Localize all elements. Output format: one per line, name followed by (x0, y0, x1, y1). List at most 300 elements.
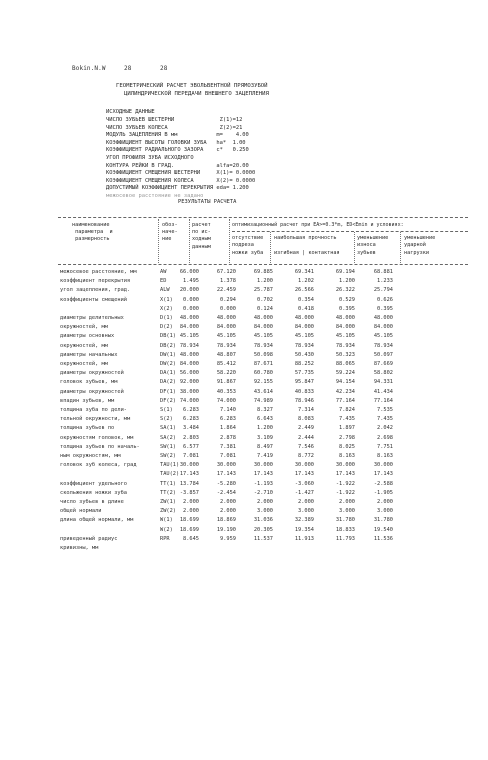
param-value: 50.323 (335, 351, 355, 358)
param-value: 20.000 (179, 287, 199, 294)
table-row (0, 360, 488, 369)
param-value: 7.535 (377, 407, 393, 413)
table-row (0, 434, 488, 443)
param-value: 6.283 (220, 416, 236, 423)
input-parameter-line: КОЭФФИЦИЕНТ РАДИАЛЬНОГО ЗАЗОРА c* 0.250 (106, 147, 249, 154)
param-value: 45.105 (253, 333, 273, 340)
param-value: 7.081 (220, 453, 236, 459)
table-row (0, 397, 488, 406)
table-row (0, 415, 488, 424)
param-value: 30.000 (179, 462, 199, 469)
param-name: число зубьев в длине (60, 499, 124, 505)
param-value: 43.614 (253, 388, 273, 395)
param-value: -1.922 (335, 489, 355, 496)
author-name: Bokin.N.W (72, 65, 106, 72)
param-value: 2.444 (298, 434, 314, 441)
param-value: 2.000 (257, 499, 273, 505)
param-value: 0.000 (183, 305, 199, 312)
param-symbol: ED (160, 278, 167, 285)
table-top-rule (58, 217, 468, 218)
param-value: 30.000 (335, 462, 355, 469)
param-symbol: AW (160, 269, 167, 275)
param-name: коэффициент удельного (60, 480, 127, 487)
param-value: 94.331 (373, 379, 393, 386)
param-value: 0.418 (298, 305, 314, 312)
param-value: 30.000 (373, 462, 393, 469)
param-value: 2.878 (220, 434, 236, 441)
param-symbol: W(1) (160, 517, 173, 524)
param-value: 17.143 (294, 471, 314, 478)
param-value: 1.495 (183, 278, 199, 285)
param-value: 45.105 (294, 333, 314, 340)
table-row (0, 526, 488, 535)
param-value: 0.395 (339, 305, 355, 312)
param-value: 88.065 (335, 361, 355, 367)
param-value: 8.083 (298, 416, 314, 423)
param-value: 2.000 (377, 499, 393, 505)
param-value: 1.200 (339, 278, 355, 285)
param-value: 19.190 (216, 526, 236, 533)
table-row (0, 332, 488, 341)
param-value: 17.143 (373, 471, 393, 478)
table-row (0, 296, 488, 305)
param-symbol: TT(2) (160, 489, 176, 496)
table-row (0, 535, 488, 544)
param-value: 26.322 (335, 287, 355, 294)
param-symbol: ALW (160, 287, 170, 294)
param-value: 7.140 (220, 407, 236, 413)
param-value: 59.224 (335, 370, 355, 377)
param-value: 31.780 (373, 517, 393, 524)
param-value: 85.412 (216, 361, 236, 367)
param-value: 2.042 (377, 425, 393, 432)
input-parameter-line: ЧИСЛО ЗУБЬЕВ КОЛЕСА Z(2)=21 (106, 124, 243, 131)
param-value: -2.454 (216, 489, 236, 496)
param-name: угол зацепления, град. (60, 287, 131, 294)
param-name: диаметры окружностей (60, 370, 124, 377)
table-row (0, 323, 488, 332)
table-row (0, 480, 488, 489)
param-symbol: TAU(1) (160, 462, 180, 469)
param-value: 3.484 (183, 425, 199, 432)
param-value: 91.867 (216, 379, 236, 386)
param-value: 2.000 (183, 499, 199, 505)
param-value: 0.000 (183, 296, 199, 303)
param-value: 25.794 (373, 287, 393, 294)
param-symbol: TAU(2) (160, 471, 180, 478)
param-value: 9.959 (220, 535, 236, 542)
param-value: 78.934 (179, 342, 199, 349)
param-value: 42.234 (335, 388, 355, 395)
param-value: 48.000 (335, 315, 355, 321)
param-symbol: DA(2) (160, 379, 176, 386)
param-value: 92.155 (253, 379, 273, 386)
param-value: 78.934 (253, 342, 273, 349)
param-value: 41.434 (373, 388, 393, 395)
col-header-name: наименование параметра и размерность (72, 222, 113, 243)
input-parameter-line: УГОЛ ПРОФИЛЯ ЗУБА ИСХОДНОГО (106, 155, 194, 161)
param-name: скольжения ножки зуба (60, 489, 127, 496)
input-parameter-line: межосевое расстояние не задано (106, 193, 204, 199)
param-value: 45.105 (179, 333, 199, 340)
param-value: 3.000 (257, 508, 273, 515)
param-symbol: X(2) (160, 305, 173, 312)
param-value: 7.435 (377, 416, 393, 423)
param-value: -3.060 (294, 480, 314, 487)
param-value: 69.194 (335, 269, 355, 275)
param-value: 8.645 (183, 535, 199, 542)
param-value: 0.702 (257, 296, 273, 303)
param-name: окружностей, мм (60, 342, 108, 349)
col-header-no-undercut: отсутствие подреза ножки зуба (232, 235, 264, 256)
param-value: 95.847 (294, 379, 314, 386)
param-symbol: D(2) (160, 324, 173, 331)
param-symbol: X(1) (160, 296, 173, 303)
param-value: 40.833 (294, 388, 314, 395)
param-value: 8.163 (339, 453, 355, 459)
col-sep (270, 232, 271, 263)
param-value: 87.671 (253, 361, 273, 367)
param-value: 84.000 (179, 324, 199, 331)
param-value: 50.097 (373, 351, 393, 358)
param-value: 17.143 (179, 471, 199, 478)
param-value: 3.109 (257, 434, 273, 441)
doc-title-line1: ГЕОМЕТРИЧЕСКИЙ РАСЧЕТ ЭВОЛЬВЕНТНОЙ ПРЯМОЗУБОЙ (116, 83, 268, 89)
param-name: длина общей нормали, мм (60, 517, 134, 524)
param-value: 78.934 (335, 342, 355, 349)
table-row (0, 369, 488, 378)
col-header-symbol: обоз- наче- ние (162, 222, 178, 243)
table-row (0, 314, 488, 323)
param-value: 17.143 (335, 471, 355, 478)
param-value: 48.000 (253, 315, 273, 321)
param-value: -3.857 (179, 489, 199, 496)
param-value: 0.354 (298, 296, 314, 303)
param-value: 1.200 (257, 425, 273, 432)
table-row (0, 378, 488, 387)
param-value: 2.000 (220, 508, 236, 515)
param-value: 6.283 (183, 407, 199, 413)
param-value: 0.000 (220, 305, 236, 312)
param-name: кривизны, мм (60, 545, 99, 551)
param-name: межосевое расстояние, мм (60, 269, 137, 275)
param-value: 11.537 (253, 535, 273, 542)
param-value: 6.283 (183, 416, 199, 423)
param-value: 58.802 (373, 370, 393, 377)
table-row (0, 305, 488, 314)
param-value: 84.000 (216, 324, 236, 331)
param-value: 2.000 (298, 499, 314, 505)
input-parameter-line: КОНТУРА РЕЙКИ В ГРАД. alfa=20.00 (106, 162, 249, 169)
input-heading: ИСХОДНЫЕ ДАННЫЕ (106, 109, 155, 115)
param-value: 6.577 (183, 443, 199, 450)
param-name: окружностей, мм (60, 324, 108, 331)
param-value: 2.000 (183, 508, 199, 515)
table-row (0, 424, 488, 433)
param-value: 45.105 (216, 333, 236, 340)
col-header-span: оптимизационный расчет при ЕА>=0.3*m, ЕD<Еmin и условиях: (232, 222, 404, 228)
param-value: 0.294 (220, 296, 236, 303)
param-symbol: SA(2) (160, 434, 176, 441)
param-value: 7.381 (220, 443, 236, 450)
table-row (0, 498, 488, 507)
param-symbol: SA(1) (160, 425, 176, 432)
param-value: 1.897 (339, 425, 355, 432)
param-value: 2.698 (377, 434, 393, 441)
page-number-2: 28 (160, 65, 168, 72)
param-value: 18.833 (335, 526, 355, 533)
table-row (0, 461, 488, 470)
table-row (0, 268, 488, 277)
param-value: 3.000 (339, 508, 355, 515)
param-value: 84.000 (373, 324, 393, 331)
table-row (0, 388, 488, 397)
param-value: 18.699 (179, 526, 199, 533)
param-value: 69.341 (294, 269, 314, 275)
page-number-1: 28 (124, 65, 132, 72)
param-value: -2.710 (253, 489, 273, 496)
param-value: 2.000 (220, 499, 236, 505)
param-name: приведенный радиус (60, 535, 118, 542)
param-value: -1.905 (373, 489, 393, 496)
param-symbol: SW(1) (160, 443, 176, 450)
param-value: 74.000 (216, 397, 236, 404)
param-value: 18.869 (216, 517, 236, 524)
col-sep (158, 219, 159, 263)
param-value: 48.000 (294, 315, 314, 321)
input-parameter-line: КОЭФФИЦИЕНТ ВЫСОТЫ ГОЛОВКИ ЗУБА ha* 1.00 (106, 139, 246, 146)
param-value: 94.154 (335, 379, 355, 386)
param-value: 7.824 (339, 407, 355, 413)
param-value: 92.000 (179, 379, 199, 386)
table-row (0, 452, 488, 461)
param-value: 3.000 (298, 508, 314, 515)
param-value: 8.025 (339, 443, 355, 450)
param-symbol: S(1) (160, 407, 173, 413)
input-parameter-line: МОДУЛЬ ЗАЦЕПЛЕНИЯ В мм m= 4.00 (106, 132, 249, 139)
param-value: 26.566 (294, 287, 314, 294)
param-value: 48.000 (216, 315, 236, 321)
param-symbol: S(2) (160, 416, 173, 423)
param-value: -1.193 (253, 480, 273, 487)
param-value: 78.934 (373, 342, 393, 349)
param-name: общей нормали (60, 508, 102, 515)
param-value: 11.536 (373, 535, 393, 542)
param-name: диаметры начальных (60, 351, 118, 358)
param-symbol: DW(1) (160, 351, 176, 358)
param-symbol: RPR (160, 535, 170, 542)
param-value: 8.327 (257, 407, 273, 413)
param-name: головок зубьев, мм (60, 379, 118, 386)
param-value: 0.626 (377, 296, 393, 303)
param-value: 32.389 (294, 517, 314, 524)
param-name: толщина зубьев по началь- (60, 443, 140, 450)
param-name: толщина зуба по дели- (60, 407, 127, 413)
param-symbol: DA(1) (160, 370, 176, 377)
table-row (0, 286, 488, 295)
param-value: 56.000 (179, 370, 199, 377)
param-value: 7.751 (377, 443, 393, 450)
param-symbol: SW(2) (160, 453, 176, 459)
input-parameter-line: ЧИСЛО ЗУБЬЕВ ШЕСТЕРНИ Z(1)=12 (106, 117, 243, 123)
param-value: 78.934 (216, 342, 236, 349)
col-header-strength: наибольшая прочность изгибная | контактная (274, 235, 340, 256)
param-value: 1.233 (377, 278, 393, 285)
param-symbol: DW(2) (160, 361, 176, 367)
param-value: 48.000 (373, 315, 393, 321)
param-name: тельной окружности, мм (60, 416, 131, 423)
param-value: 22.459 (216, 287, 236, 294)
param-value: 3.000 (377, 508, 393, 515)
param-value: 25.787 (253, 287, 273, 294)
doc-title-line2: ЦИЛИНДРИЧЕСКОЙ ПЕРЕДАЧИ ВНЕШНЕГО ЗАЦЕПЛЕНИЯ (124, 91, 269, 97)
param-symbol: DF(2) (160, 397, 176, 404)
col-header-calc: расчет по ис- ходным данным (192, 222, 211, 250)
table-row (0, 406, 488, 415)
table-row (0, 516, 488, 525)
param-value: 0.529 (339, 296, 355, 303)
param-value: 48.000 (179, 351, 199, 358)
param-name: впадин зубьев, мм (60, 397, 115, 404)
col-sep (229, 219, 230, 263)
input-parameter-line: ДОПУСТИМЫЙ КОЭФФИЦИЕНТ ПЕРЕКРЫТИЯ eda= 1.200 (106, 185, 249, 192)
param-value: 2.000 (339, 499, 355, 505)
table-row (0, 443, 488, 452)
table-header-rule (58, 264, 468, 265)
param-value: 50.098 (253, 351, 273, 358)
param-value: 84.000 (253, 324, 273, 331)
param-value: 1.202 (298, 278, 314, 285)
param-value: 31.780 (335, 517, 355, 524)
col-sep (189, 219, 190, 263)
param-value: 20.305 (253, 526, 273, 533)
param-value: 45.105 (373, 333, 393, 340)
param-name: ным окружностям, мм (60, 453, 121, 459)
param-value: 7.419 (257, 453, 273, 459)
param-value: 88.252 (294, 361, 314, 367)
param-value: 11.793 (335, 535, 355, 542)
col-sep (400, 232, 401, 263)
param-symbol: W(2) (160, 526, 173, 533)
param-value: 87.669 (373, 361, 393, 367)
param-value: 19.354 (294, 526, 314, 533)
param-value: 0.124 (257, 305, 273, 312)
param-value: 30.000 (294, 462, 314, 469)
col-header-wear: уменьшение износа зубьев (357, 235, 389, 256)
param-value: 31.036 (253, 517, 273, 524)
param-value: 8.497 (257, 443, 273, 450)
table-row (0, 351, 488, 360)
param-value: 7.546 (298, 443, 314, 450)
param-value: 48.000 (179, 315, 199, 321)
param-value: 8.772 (298, 453, 314, 459)
param-symbol: DF(1) (160, 388, 176, 395)
param-value: 74.989 (253, 397, 273, 404)
table-row (0, 489, 488, 498)
input-parameter-line: КОЭФФИЦИЕНТ СМЕЩЕНИЯ ШЕСТЕРНИ X(1)= 0.0000 (106, 170, 256, 177)
table-row (0, 470, 488, 479)
param-value: 78.946 (294, 397, 314, 404)
param-value: 84.000 (179, 361, 199, 367)
param-value: 74.000 (179, 397, 199, 404)
param-value: 11.913 (294, 535, 314, 542)
param-value: 69.885 (253, 269, 273, 275)
param-value: 84.000 (335, 324, 355, 331)
param-name: окружностям головок, мм (60, 434, 134, 441)
param-value: 77.164 (335, 397, 355, 404)
param-value: 18.699 (179, 517, 199, 524)
param-value: 50.430 (294, 351, 314, 358)
param-name: диаметры основных (60, 333, 115, 340)
param-name: головок зуб колеса, град (60, 462, 137, 469)
param-symbol: TT(1) (160, 480, 176, 487)
param-name: диаметры делительных (60, 315, 124, 321)
results-heading: РЕЗУЛЬТАТЫ РАСЧЕТА (178, 199, 237, 205)
param-value: -1.922 (335, 480, 355, 487)
param-value: -2.588 (373, 480, 393, 487)
param-value: 1.200 (257, 278, 273, 285)
param-value: 60.780 (253, 370, 273, 377)
param-symbol: ZW(1) (160, 499, 176, 505)
table-row (0, 277, 488, 286)
param-value: 84.000 (294, 324, 314, 331)
col-sep (354, 232, 355, 263)
param-value: 7.435 (339, 416, 355, 423)
table-row (0, 544, 488, 553)
input-parameter-line: КОЭФФИЦИЕНТ СМЕЩЕНИЯ КОЛЕСА X(2)= 0.0000 (106, 177, 256, 184)
param-value: 1.378 (220, 278, 236, 285)
param-value: 8.163 (377, 453, 393, 459)
table-row (0, 342, 488, 351)
param-symbol: D(1) (160, 315, 173, 321)
param-value: 6.643 (257, 416, 273, 423)
param-value: -1.427 (294, 489, 314, 496)
param-value: 2.798 (339, 434, 355, 441)
param-symbol: ZW(2) (160, 508, 176, 515)
param-name: толщина зубьев по (60, 425, 115, 432)
param-value: 40.353 (216, 388, 236, 395)
param-value: 66.000 (179, 269, 199, 275)
param-value: 17.143 (216, 471, 236, 478)
param-value: 2.803 (183, 434, 199, 441)
param-name: окружностей, мм (60, 361, 108, 367)
param-value: 17.143 (253, 471, 273, 478)
param-value: 2.449 (298, 425, 314, 432)
param-symbol: DB(1) (160, 333, 176, 340)
param-value: 30.000 (253, 462, 273, 469)
param-name: коэффициенты смещений (60, 296, 127, 303)
param-value: 48.807 (216, 351, 236, 358)
param-value: 0.395 (377, 305, 393, 312)
param-value: 30.000 (216, 462, 236, 469)
param-value: -5.280 (216, 480, 236, 487)
param-value: 19.540 (373, 526, 393, 533)
param-name: коэффициент перекрытия (60, 278, 131, 285)
param-value: 77.164 (373, 397, 393, 404)
param-value: 78.934 (294, 342, 314, 349)
param-value: 38.000 (179, 388, 199, 395)
param-name: диаметры окружностей (60, 388, 124, 395)
param-value: 57.735 (294, 370, 314, 377)
param-value: 1.864 (220, 425, 236, 432)
param-value: 67.120 (216, 269, 236, 275)
param-value: 13.784 (179, 480, 199, 487)
table-row (0, 507, 488, 516)
param-value: 58.220 (216, 370, 236, 377)
param-value: 45.105 (335, 333, 355, 340)
param-value: 68.881 (373, 269, 393, 275)
param-value: 7.081 (183, 453, 199, 459)
